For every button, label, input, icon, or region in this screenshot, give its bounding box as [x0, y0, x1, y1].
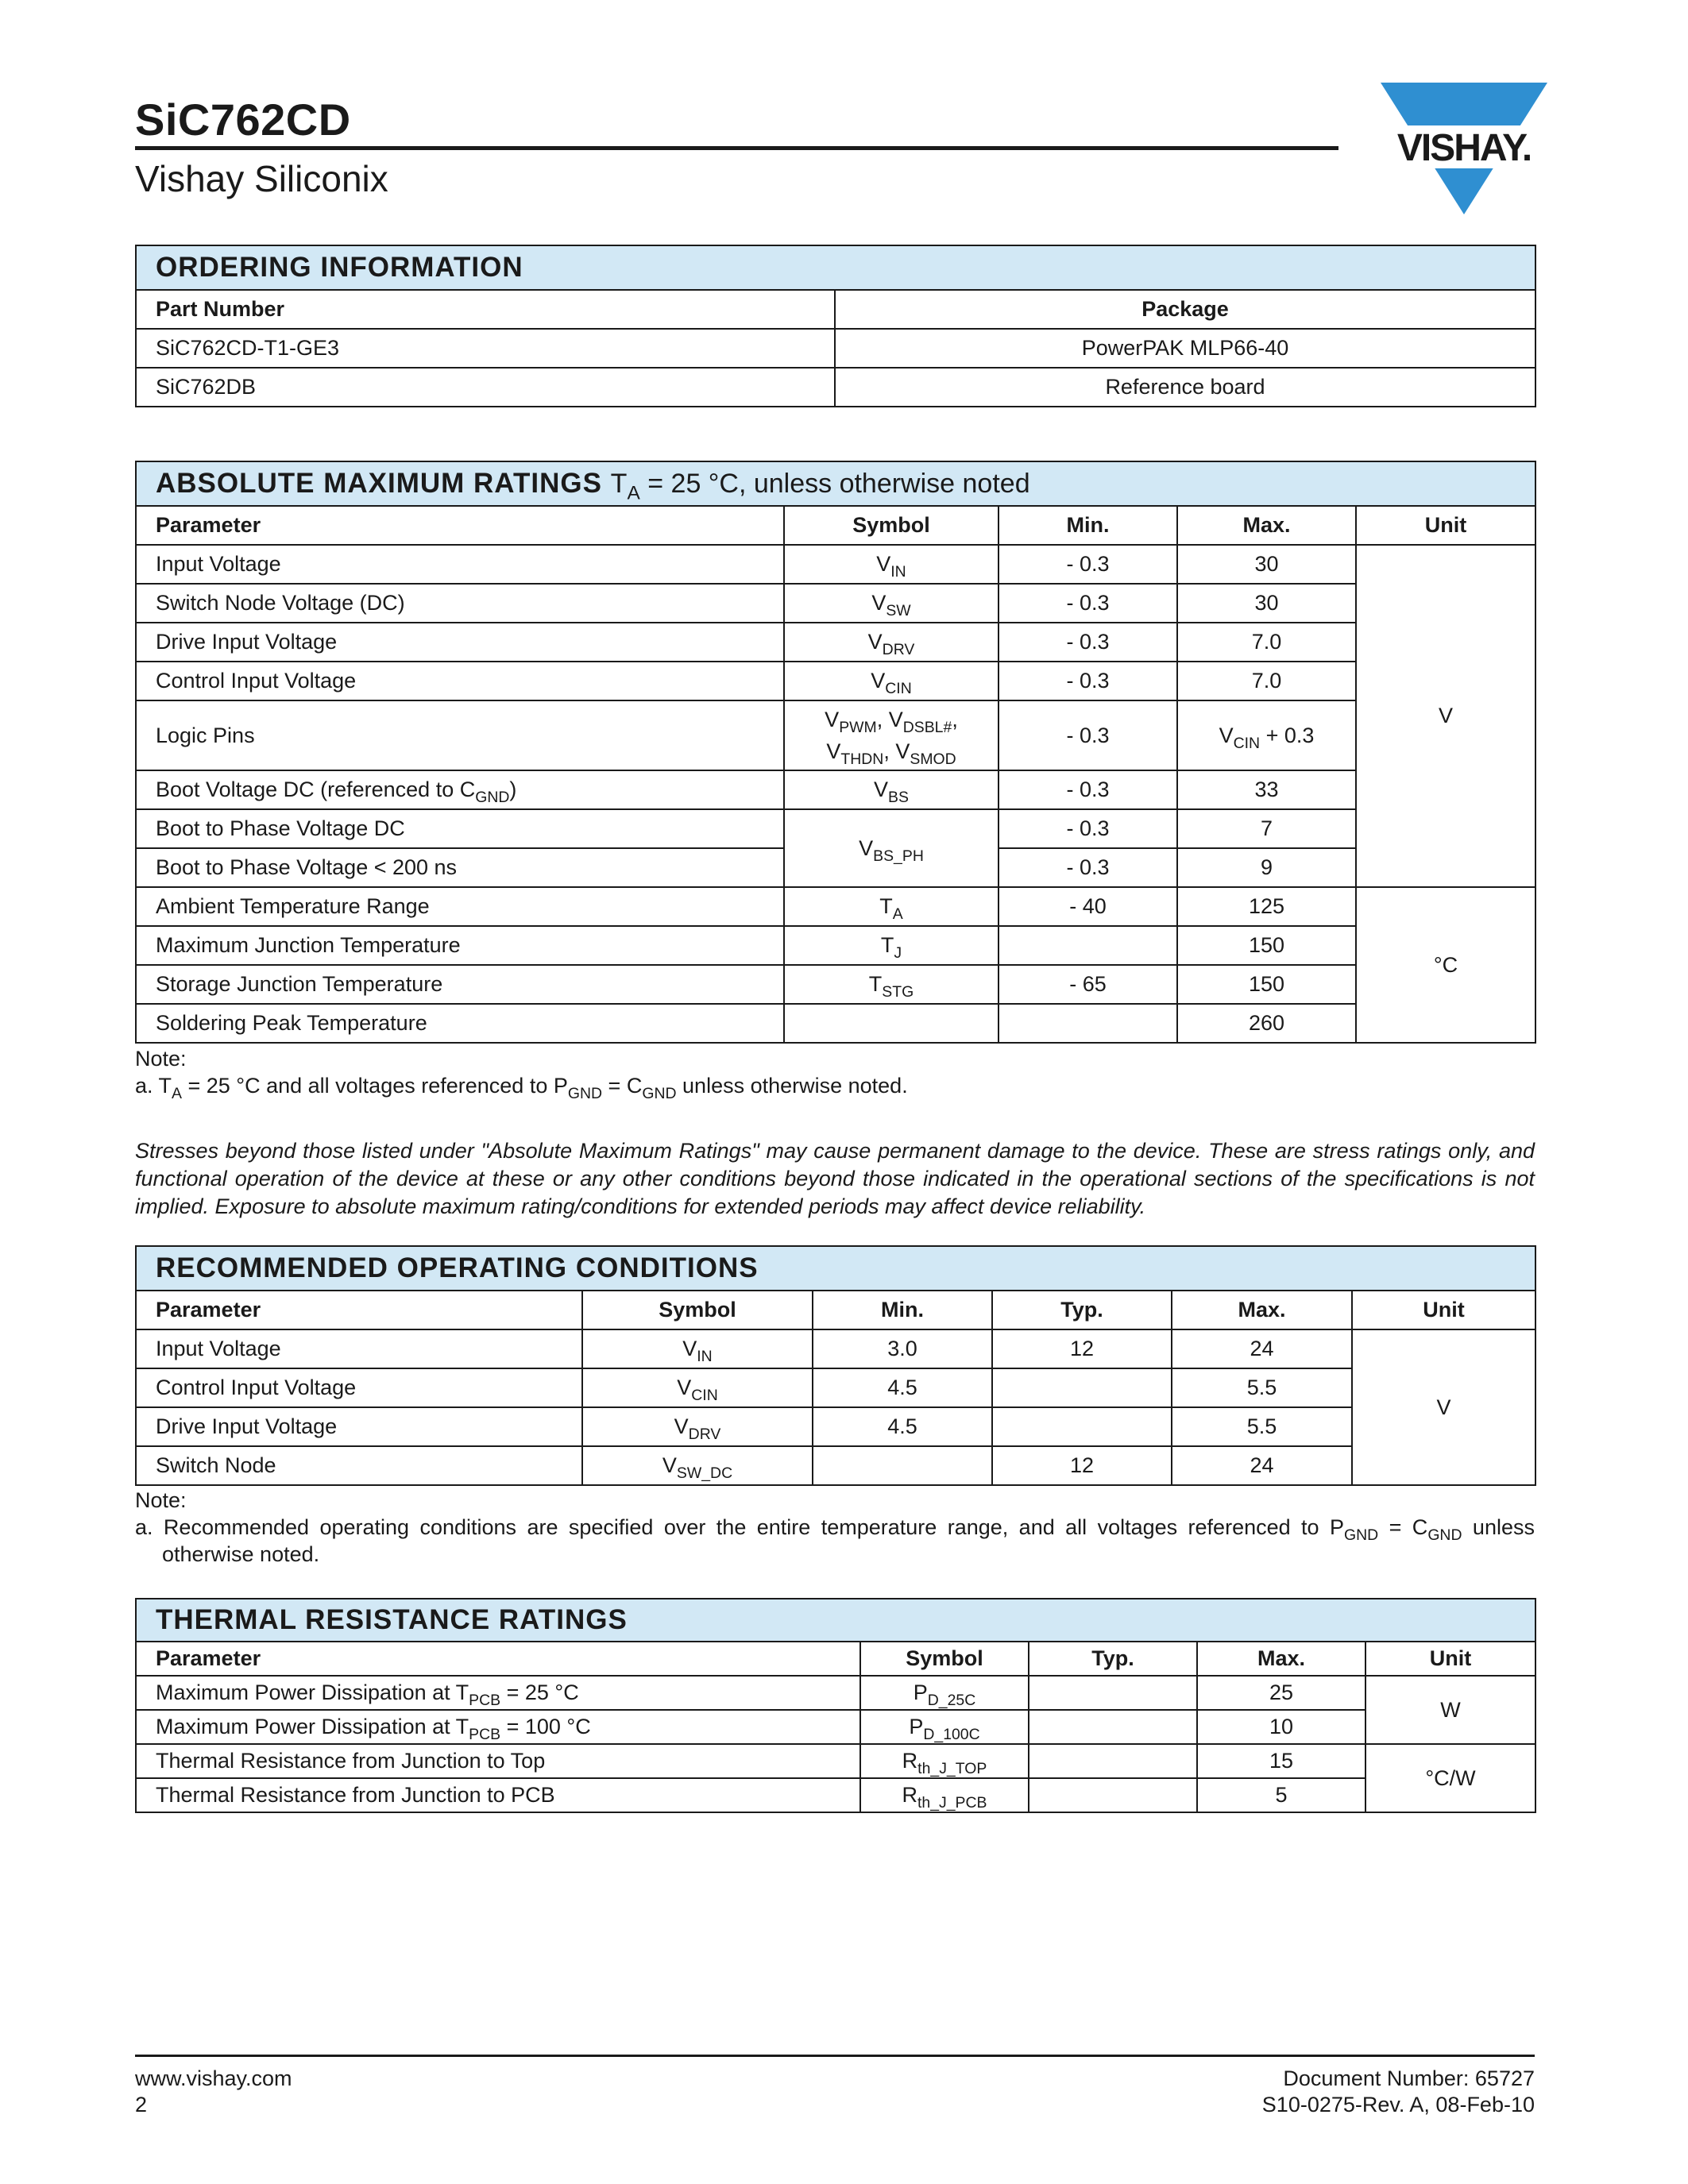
- table-row: [136, 1368, 1535, 1407]
- symbol-cell: $V_{SW}$: [784, 584, 999, 623]
- min-cell: 4.5: [813, 1407, 992, 1446]
- col-max: Max.: [1197, 1642, 1365, 1676]
- parameter-cell: Drive Input Voltage: [136, 623, 784, 662]
- col-package: Package: [835, 290, 1535, 329]
- col-max: Max.: [1177, 506, 1356, 545]
- max-cell: 125: [1177, 887, 1356, 926]
- parameter-cell: Maximum Junction Temperature: [136, 926, 784, 965]
- absolute-maximum-ratings-table: [135, 461, 1536, 1044]
- table-row: [136, 1004, 1535, 1043]
- table-row: [136, 1676, 1535, 1710]
- recommended-operating-conditions-table: [135, 1245, 1536, 1486]
- min-cell: 3.0: [813, 1329, 992, 1368]
- amr-title-cell: [136, 461, 1535, 506]
- trr-title: THERMAL RESISTANCE RATINGS: [136, 1599, 1535, 1642]
- col-typ: Typ.: [992, 1291, 1172, 1329]
- table-row: [136, 329, 1535, 368]
- parameter-cell: Thermal Resistance from Junction to PCB: [136, 1778, 860, 1812]
- parameter-cell: Drive Input Voltage: [136, 1407, 582, 1446]
- typ-cell: [992, 1368, 1172, 1407]
- min-cell: - 0.3: [999, 545, 1177, 584]
- thermal-resistance-ratings-table: [135, 1598, 1536, 1813]
- revision-info: S10-0275-Rev. A, 08-Feb-10: [1261, 2093, 1535, 2116]
- typ-cell: [992, 1407, 1172, 1446]
- max-cell: $V_{CIN} + 0.3$: [1177, 700, 1356, 770]
- parameter-cell: Switch Node Voltage (DC): [136, 584, 784, 623]
- unit-cell-volts: V: [1352, 1329, 1535, 1485]
- min-cell: [813, 1446, 992, 1485]
- col-parameter: Parameter: [136, 1291, 582, 1329]
- table-row: [136, 965, 1535, 1004]
- logo-text: VISHAY.: [1396, 127, 1532, 169]
- symbol-cell: $P_{D\_25C}$: [860, 1676, 1029, 1710]
- amr-note-a: a. $T_A = 25$ °C and all voltages referenced to $P_{GND} = C_{GND}$ unless otherwise noted.: [135, 1074, 908, 1102]
- max-cell: 24: [1172, 1446, 1352, 1485]
- table-row: [136, 887, 1535, 926]
- max-cell: 5.5: [1172, 1407, 1352, 1446]
- parameter-cell: Input Voltage: [136, 1329, 582, 1368]
- typ-cell: [1029, 1710, 1197, 1744]
- col-symbol: Symbol: [582, 1291, 813, 1329]
- amr-condition: $T_A = 25$ °C, unless otherwise noted: [610, 469, 1030, 504]
- vishay-logo: [1373, 81, 1555, 216]
- footer-url-link[interactable]: www.vishay.com: [135, 2066, 292, 2090]
- max-cell: 150: [1177, 926, 1356, 965]
- min-cell: - 0.3: [999, 700, 1177, 770]
- col-symbol: Symbol: [860, 1642, 1029, 1676]
- typ-cell: 12: [992, 1329, 1172, 1368]
- amr-note-label: Note:: [135, 1047, 187, 1071]
- max-cell: 7.0: [1177, 623, 1356, 662]
- typ-cell: [1029, 1744, 1197, 1778]
- ordering-title: ORDERING INFORMATION: [136, 245, 1535, 290]
- max-cell: 150: [1177, 965, 1356, 1004]
- col-unit: Unit: [1352, 1291, 1535, 1329]
- col-max: Max.: [1172, 1291, 1352, 1329]
- symbol-cell: $V_{DRV}$: [582, 1407, 813, 1446]
- table-row: [136, 1710, 1535, 1744]
- max-cell: 30: [1177, 584, 1356, 623]
- table-row: [136, 545, 1535, 584]
- package-cell: PowerPAK MLP66-40: [835, 329, 1535, 368]
- min-cell: [999, 926, 1177, 965]
- unit-cell-watts: W: [1365, 1676, 1535, 1744]
- symbol-cell: $V_{PWM}$, $V_{DSBL\#}$, $V_{THDN}$, $V_{SMOD}$: [784, 700, 999, 770]
- symbol-cell: $V_{IN}$: [784, 545, 999, 584]
- symbol-cell: $T_J$: [784, 926, 999, 965]
- parameter-cell: Soldering Peak Temperature: [136, 1004, 784, 1043]
- max-cell: 9: [1177, 848, 1356, 887]
- col-parameter: Parameter: [136, 506, 784, 545]
- parameter-cell: Switch Node: [136, 1446, 582, 1485]
- col-unit: Unit: [1356, 506, 1535, 545]
- table-row: [136, 368, 1535, 407]
- ordering-information-table: [135, 245, 1536, 407]
- table-row: [136, 662, 1535, 700]
- document-title: SiC762CD: [135, 95, 351, 145]
- max-cell: 7: [1177, 809, 1356, 848]
- unit-cell-celsius-per-watt: °C/W: [1365, 1744, 1535, 1812]
- symbol-cell: [784, 1004, 999, 1043]
- col-unit: Unit: [1365, 1642, 1535, 1676]
- footer-rule: [135, 2055, 1535, 2057]
- col-parameter: Parameter: [136, 1642, 860, 1676]
- max-cell: 25: [1197, 1676, 1365, 1710]
- symbol-cell: $R_{th\_J\_TOP}$: [860, 1744, 1029, 1778]
- amr-title: ABSOLUTE MAXIMUM RATINGS: [156, 468, 602, 499]
- parameter-cell: Storage Junction Temperature: [136, 965, 784, 1004]
- table-row: [136, 700, 1535, 770]
- part-number-cell: SiC762CD-T1-GE3: [136, 329, 835, 368]
- unit-cell-volts: V: [1356, 545, 1535, 887]
- parameter-cell: Boot to Phase Voltage DC: [136, 809, 784, 848]
- min-cell: 4.5: [813, 1368, 992, 1407]
- part-number-cell: SiC762DB: [136, 368, 835, 407]
- parameter-cell: Control Input Voltage: [136, 662, 784, 700]
- document-number: Document Number: 65727: [1283, 2066, 1535, 2090]
- table-row: [136, 1744, 1535, 1778]
- roc-note-label: Note:: [135, 1488, 187, 1512]
- header-rule: [135, 146, 1338, 150]
- parameter-cell: Ambient Temperature Range: [136, 887, 784, 926]
- amr-note: [135, 1045, 1535, 1102]
- max-cell: 5.5: [1172, 1368, 1352, 1407]
- symbol-cell: $T_{STG}$: [784, 965, 999, 1004]
- roc-title: RECOMMENDED OPERATING CONDITIONS: [136, 1246, 1535, 1291]
- page-number: 2: [135, 2093, 148, 2116]
- symbol-cell: $V_{BS}$: [784, 770, 999, 809]
- parameter-cell: Maximum Power Dissipation at $T_{PCB} = 100$ °C: [136, 1710, 860, 1744]
- symbol-cell: $V_{CIN}$: [784, 662, 999, 700]
- package-cell: Reference board: [835, 368, 1535, 407]
- min-cell: - 40: [999, 887, 1177, 926]
- table-row: [136, 809, 1535, 848]
- symbol-cell: $T_A$: [784, 887, 999, 926]
- symbol-cell: $V_{BS\_PH}$: [784, 809, 999, 887]
- max-cell: 30: [1177, 545, 1356, 584]
- parameter-cell: Input Voltage: [136, 545, 784, 584]
- roc-note-a: a. Recommended operating conditions are specified over the entire temperature range, and all voltages referenced to $P_{GND} = C_{GND}$ unless otherwise noted.: [135, 1515, 1535, 1566]
- parameter-cell: Boot Voltage DC (referenced to $C_{GND}$): [136, 770, 784, 809]
- table-row: [136, 1329, 1535, 1368]
- max-cell: 24: [1172, 1329, 1352, 1368]
- roc-note: [135, 1487, 1535, 1568]
- unit-cell-celsius: °C: [1356, 887, 1535, 1043]
- parameter-cell: Control Input Voltage: [136, 1368, 582, 1407]
- col-part-number: Part Number: [136, 290, 835, 329]
- table-row: [136, 1778, 1535, 1812]
- col-symbol: Symbol: [784, 506, 999, 545]
- max-cell: 260: [1177, 1004, 1356, 1043]
- min-cell: - 0.3: [999, 809, 1177, 848]
- symbol-cell: $P_{D\_100C}$: [860, 1710, 1029, 1744]
- footer-right: [1262, 2066, 1535, 2118]
- parameter-cell: Maximum Power Dissipation at $T_{PCB} = 25$ °C: [136, 1676, 860, 1710]
- max-cell: 33: [1177, 770, 1356, 809]
- table-row: [136, 1407, 1535, 1446]
- parameter-cell: Boot to Phase Voltage < 200 ns: [136, 848, 784, 887]
- min-cell: - 0.3: [999, 770, 1177, 809]
- max-cell: 5: [1197, 1778, 1365, 1812]
- min-cell: - 0.3: [999, 623, 1177, 662]
- col-min: Min.: [813, 1291, 992, 1329]
- table-row: [136, 770, 1535, 809]
- table-row: [136, 623, 1535, 662]
- parameter-cell: Logic Pins: [136, 700, 784, 770]
- min-cell: - 0.3: [999, 848, 1177, 887]
- symbol-cell: $V_{SW\_DC}$: [582, 1446, 813, 1485]
- table-row: [136, 1446, 1535, 1485]
- symbol-cell: $V_{CIN}$: [582, 1368, 813, 1407]
- document-subtitle: Vishay Siliconix: [135, 158, 388, 199]
- min-cell: - 0.3: [999, 584, 1177, 623]
- max-cell: 10: [1197, 1710, 1365, 1744]
- typ-cell: [1029, 1778, 1197, 1812]
- table-row: [136, 926, 1535, 965]
- col-typ: Typ.: [1029, 1642, 1197, 1676]
- symbol-cell: $V_{IN}$: [582, 1329, 813, 1368]
- max-cell: 7.0: [1177, 662, 1356, 700]
- stress-disclaimer: Stresses beyond those listed under "Absolute Maximum Ratings" may cause permanent damage to the device. These are stress ratings only, and functional operation of the device at these or any other conditions beyond those indicated in the operational sections of the specifications is not implied. Exposure to absolute maximum rating/conditions for extended periods may affect device reliability.: [135, 1139, 1535, 1218]
- symbol-cell: $R_{th\_J\_PCB}$: [860, 1778, 1029, 1812]
- max-cell: 15: [1197, 1744, 1365, 1778]
- table-row: [136, 584, 1535, 623]
- min-cell: [999, 1004, 1177, 1043]
- parameter-cell: Thermal Resistance from Junction to Top: [136, 1744, 860, 1778]
- symbol-cell: $V_{DRV}$: [784, 623, 999, 662]
- footer-left: [135, 2066, 292, 2118]
- min-cell: - 65: [999, 965, 1177, 1004]
- col-min: Min.: [999, 506, 1177, 545]
- typ-cell: 12: [992, 1446, 1172, 1485]
- typ-cell: [1029, 1676, 1197, 1710]
- min-cell: - 0.3: [999, 662, 1177, 700]
